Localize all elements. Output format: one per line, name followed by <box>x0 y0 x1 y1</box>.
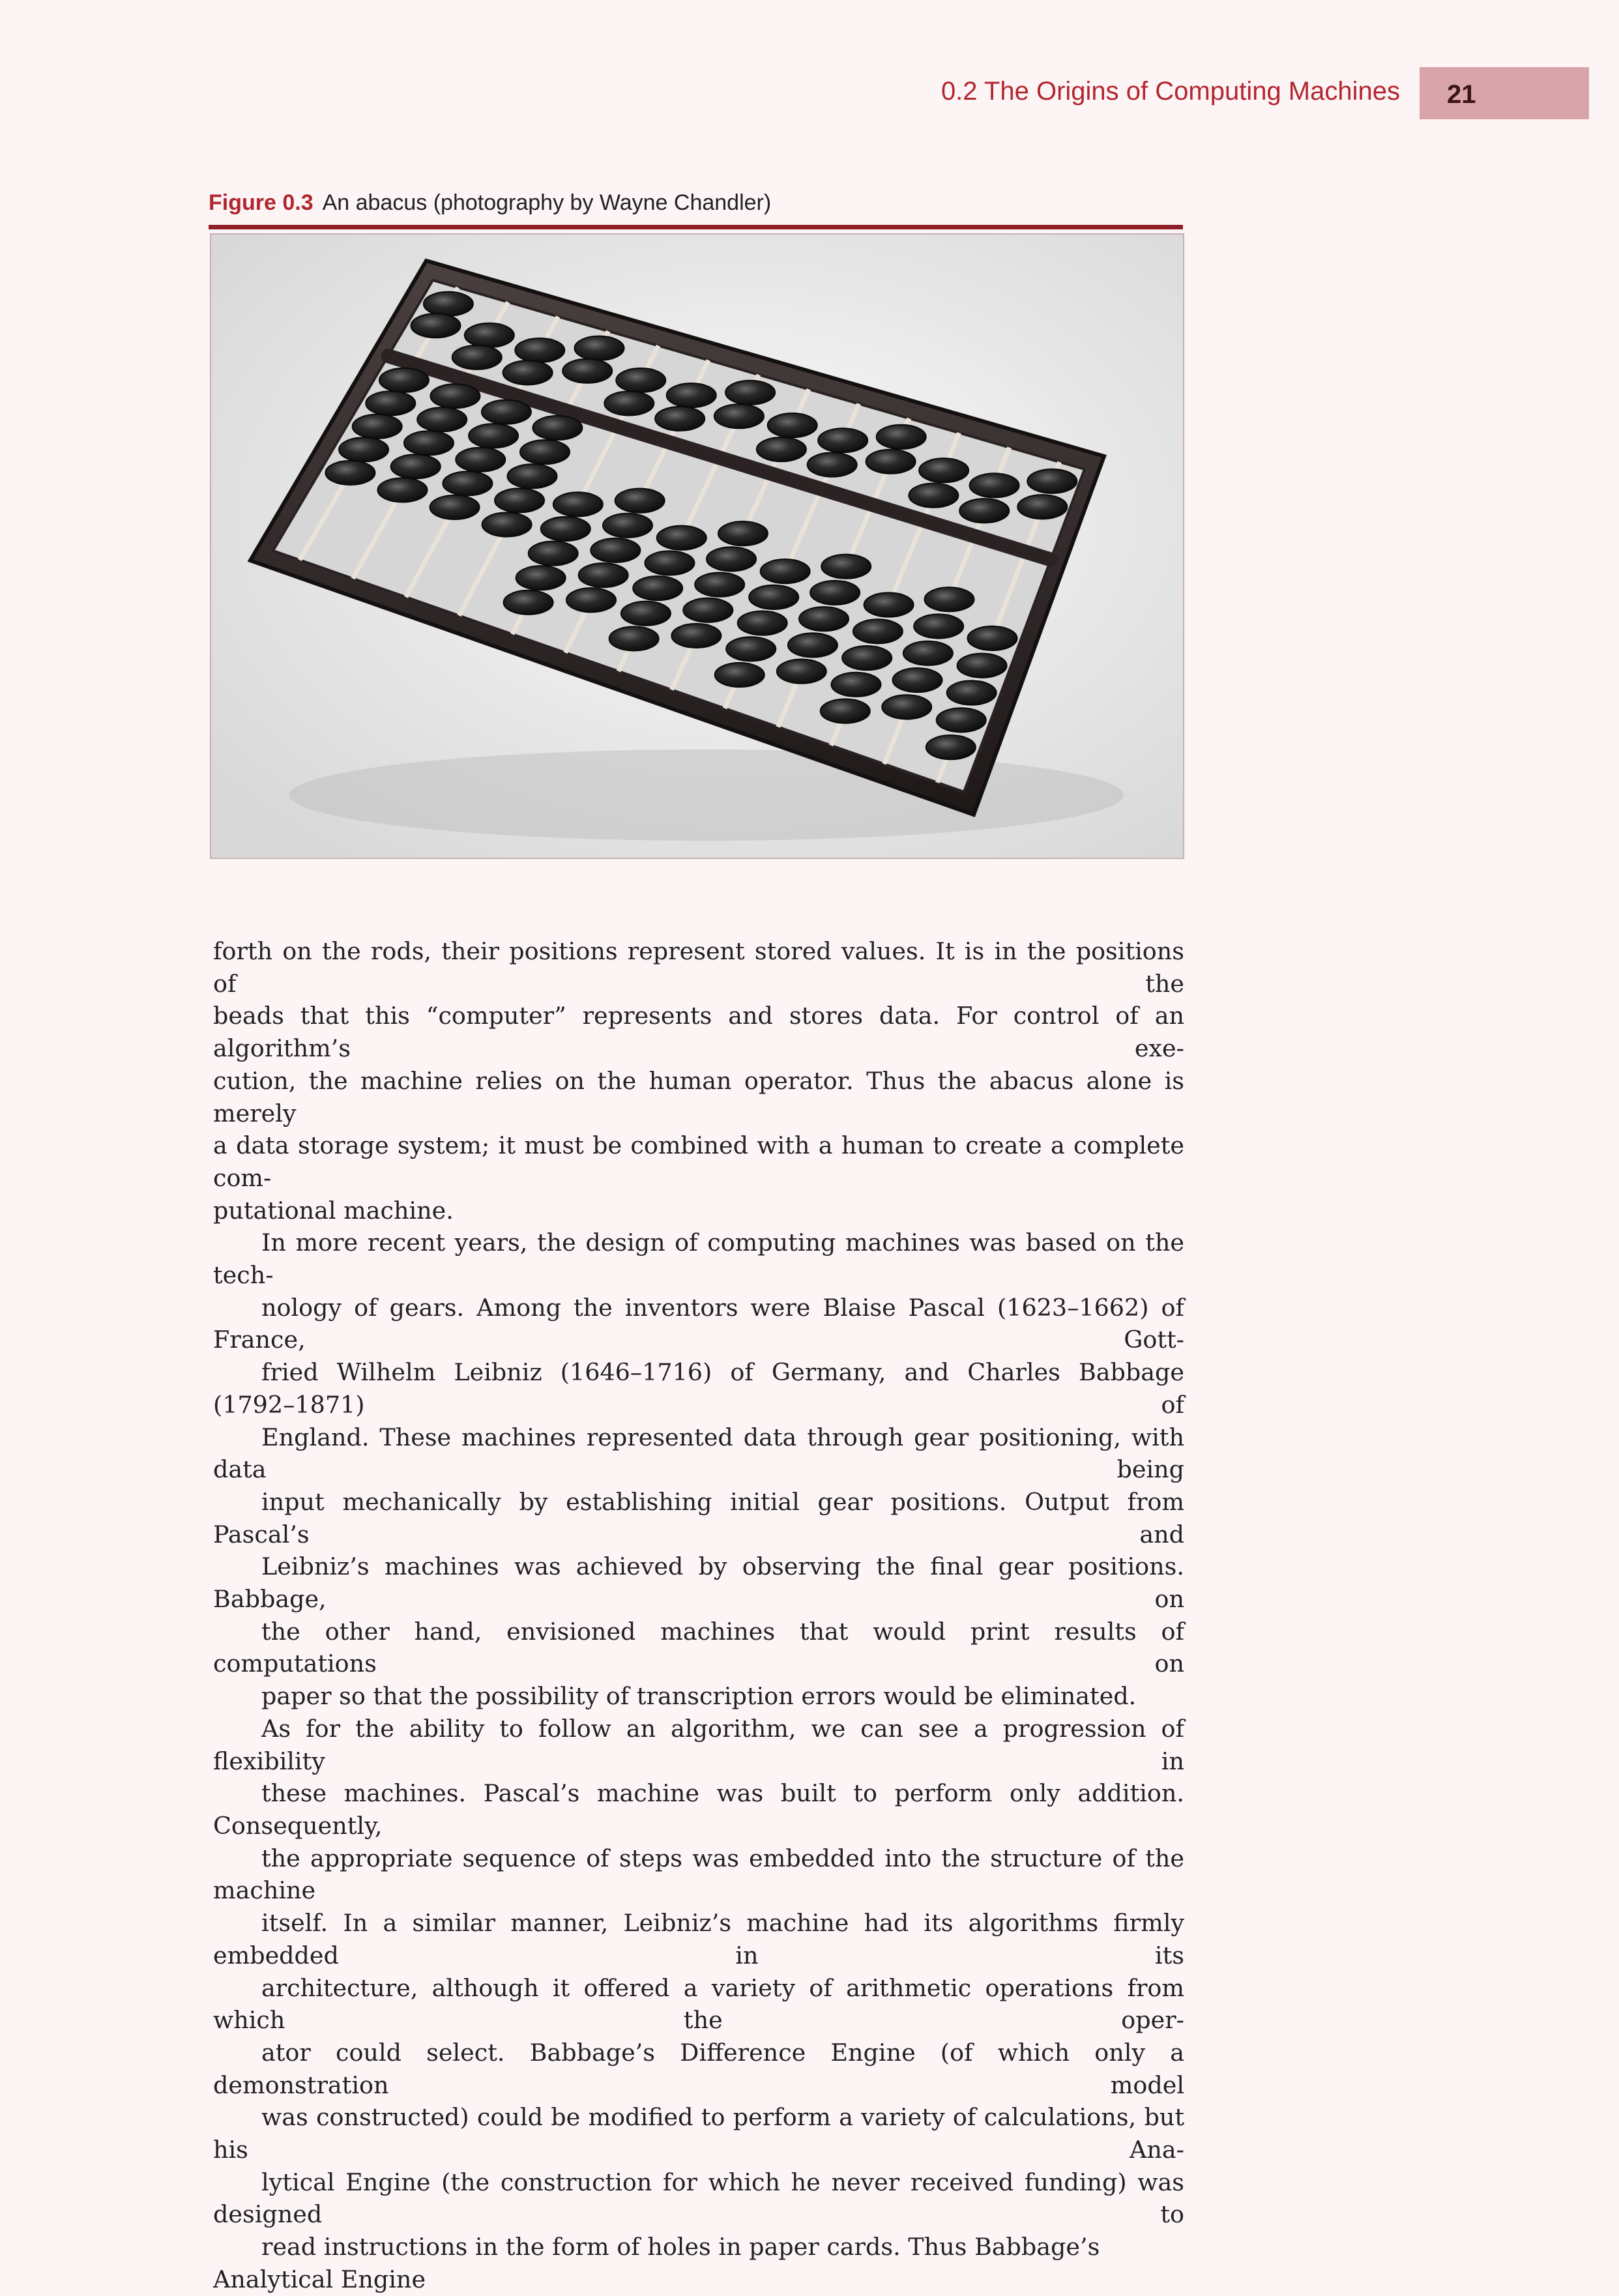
abacus-bead <box>715 663 765 687</box>
abacus-bead <box>503 360 553 385</box>
abacus-bead <box>633 576 682 600</box>
abacus-bead <box>718 521 768 545</box>
text-line: itself. In a similar manner, Leibniz’s machine had its algorithms firmly embedded in its <box>213 1909 1184 1969</box>
abacus-bead <box>615 489 665 513</box>
text-line: paper so that the possibility of transcription errors would be eliminated. <box>261 1682 1137 1711</box>
abacus-bead <box>366 391 415 415</box>
abacus-bead <box>591 538 640 562</box>
text-line: the other hand, envisioned machines that would print results of computations on <box>213 1617 1184 1678</box>
figure-label: Figure 0.3 <box>209 190 314 215</box>
abacus-bead <box>377 478 427 502</box>
text-line: As for the ability to follow an algorithm, we can see a progression of flexibility in <box>213 1714 1184 1775</box>
abacus-bead <box>391 454 441 478</box>
abacus-bead <box>353 414 402 439</box>
text-line: fried Wilhelm Leibniz (1646–1716) of Germany, and Charles Babbage (1792–1871) of <box>213 1358 1184 1419</box>
abacus-bead <box>903 641 953 665</box>
abacus-bead <box>714 404 764 428</box>
body-text <box>213 935 1184 2296</box>
abacus-bead <box>893 668 942 692</box>
abacus-bead <box>516 566 566 590</box>
abacus-bead <box>683 598 733 622</box>
paragraph <box>213 935 1184 1227</box>
abacus-bead <box>379 368 429 392</box>
abacus-bead <box>959 499 1009 523</box>
abacus-bead <box>339 437 388 461</box>
abacus-bead <box>757 437 806 461</box>
abacus-bead <box>508 464 557 488</box>
abacus-bead <box>761 559 810 583</box>
abacus-bead <box>655 407 705 431</box>
paragraph <box>213 1227 1184 1713</box>
text-line: a data storage system; it must be combined with a human to create a complete com- <box>213 1131 1184 1192</box>
abacus-bead <box>788 633 838 657</box>
page-number-tab <box>1420 67 1589 119</box>
abacus-bead <box>818 428 868 452</box>
abacus-bead <box>430 384 480 408</box>
abacus-bead <box>671 624 721 648</box>
text-line: forth on the rods, their positions represent stored values. It is in the positions of the <box>213 937 1184 998</box>
abacus-bead <box>909 484 958 508</box>
abacus-bead <box>777 660 826 684</box>
abacus-bead <box>821 555 871 579</box>
abacus-bead <box>853 619 903 643</box>
abacus-bead <box>924 587 974 611</box>
abacus-bead <box>970 473 1019 497</box>
abacus-bead <box>768 413 817 437</box>
abacus-bead <box>725 381 775 405</box>
abacus-photo <box>210 233 1184 859</box>
abacus-bead <box>532 416 582 440</box>
figure-caption <box>209 190 1183 216</box>
abacus-bead <box>520 440 570 464</box>
abacus-bead <box>529 542 578 566</box>
abacus-bead <box>404 431 454 455</box>
text-line: putational machine. <box>213 1196 454 1225</box>
abacus-bead <box>515 338 564 362</box>
abacus-bead <box>603 514 652 538</box>
text-line: these machines. Pascal’s machine was built to perform only addition. Consequently, <box>213 1779 1184 1840</box>
abacus-bead <box>842 646 892 670</box>
abacus-bead <box>695 572 744 596</box>
abacus-bead <box>424 292 473 316</box>
abacus-bead <box>609 626 659 650</box>
text-line: nology of gears. Among the inventors were Blaise Pascal (1623–1662) of France, Gott- <box>213 1293 1184 1354</box>
abacus-bead <box>799 607 849 631</box>
abacus-bead <box>562 359 612 383</box>
abacus-bead <box>411 313 460 338</box>
page-number: 21 <box>1447 80 1476 109</box>
abacus-bead <box>749 585 798 609</box>
abacus-bead <box>456 448 505 472</box>
text-line: cution, the machine relies on the human operator. Thus the abacus alone is merely <box>213 1066 1184 1127</box>
abacus-bead <box>541 517 591 541</box>
text-line: the appropriate sequence of steps was embedded into the structure of the machine <box>213 1844 1184 1905</box>
figure-rule <box>209 225 1183 229</box>
abacus-bead <box>726 637 776 661</box>
abacus-bead <box>430 495 480 519</box>
abacus-bead <box>482 400 531 424</box>
abacus-bead <box>738 611 787 635</box>
abacus-bead <box>657 526 707 550</box>
abacus-bead <box>579 563 628 587</box>
abacus-bead <box>621 602 671 626</box>
text-line: lytical Engine (the construction for which he never received funding) was designed to <box>213 2168 1184 2229</box>
abacus-bead <box>882 695 931 719</box>
abacus-bead <box>469 424 518 448</box>
text-line: was constructed) could be modified to perform a variety of calculations, but his Ana- <box>213 2103 1184 2164</box>
running-head: 0.2 The Origins of Computing Machines <box>941 77 1400 106</box>
text-line: ator could select. Babbage’s Difference Engine (of which only a demonstration model <box>213 2038 1184 2099</box>
abacus-bead <box>866 450 916 474</box>
abacus-bead <box>926 735 976 759</box>
abacus-bead <box>914 614 963 638</box>
abacus-bead <box>919 458 969 482</box>
text-line: England. These machines represented data through gear positioning, with data being <box>213 1423 1184 1484</box>
paragraph <box>213 1713 1184 2296</box>
abacus-bead <box>645 551 694 575</box>
abacus-bead <box>831 673 881 697</box>
abacus-bead <box>575 336 624 360</box>
abacus-bead <box>877 425 926 449</box>
text-line: architecture, although it offered a variety of arithmetic operations from which the oper- <box>213 1973 1184 2035</box>
text-line: In more recent years, the design of computing machines was based on the tech- <box>213 1228 1184 1290</box>
text-line: beads that this “computer” represents and stores data. For control of an algorithm’s exe- <box>213 1002 1184 1063</box>
abacus-bead <box>947 680 997 705</box>
abacus-bead <box>968 626 1017 650</box>
abacus-bead <box>821 699 870 723</box>
abacus-illustration <box>211 235 1183 858</box>
abacus-bead <box>808 452 857 476</box>
abacus-bead <box>810 581 860 605</box>
abacus-bead <box>553 492 603 516</box>
abacus-bead <box>452 345 502 370</box>
abacus-bead <box>566 588 616 612</box>
abacus-bead <box>707 547 756 571</box>
abacus-bead <box>465 323 514 347</box>
abacus-bead <box>937 708 986 732</box>
abacus-bead <box>957 654 1007 678</box>
abacus-bead <box>1017 495 1067 519</box>
text-line: read instructions in the form of holes in paper cards. Thus Babbage’s Analytical Engine <box>213 2233 1100 2293</box>
text-line: input mechanically by establishing initial gear positions. Output from Pascal’s and <box>213 1487 1184 1548</box>
abacus-bead <box>495 488 544 512</box>
abacus-bead <box>604 391 654 415</box>
abacus-bead <box>864 592 914 617</box>
abacus-bead <box>667 383 716 407</box>
abacus-bead <box>616 368 665 392</box>
abacus-bead <box>1027 469 1077 493</box>
abacus-bead <box>504 590 553 615</box>
text-line: Leibniz’s machines was achieved by observing the final gear positions. Babbage, on <box>213 1552 1184 1614</box>
abacus-bead <box>325 461 375 485</box>
abacus-bead <box>482 512 532 536</box>
abacus-bead <box>417 407 467 431</box>
figure-caption-text: An abacus (photography by Wayne Chandler) <box>322 190 772 215</box>
abacus-bead <box>443 471 492 495</box>
